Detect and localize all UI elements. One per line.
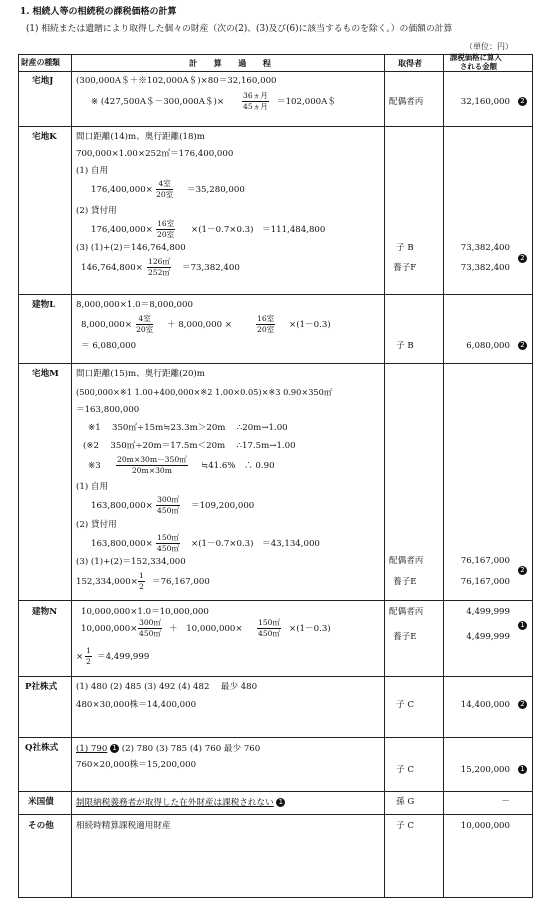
calc-line: 163,800,000× [91,501,153,511]
row-divider [19,71,532,72]
calc-line: 480×30,000株＝14,400,000 [76,700,197,710]
fraction-numerator: 4室 [136,315,153,325]
calc-line: ＝35,280,000 [187,185,245,195]
calc-line: ※3 [88,461,101,471]
calc-line: 176,400,000× [91,225,153,235]
calc-line: (※2 350㎡÷20m＝17.5m＜20m ∴17.5m→1.00 [83,441,296,451]
row-divider [19,791,532,792]
row-divider [19,676,532,677]
acquirer: 養子E [393,632,417,642]
amount: － [501,797,510,807]
row-divider [19,737,532,738]
calc-line: (300,000A＄＋※102,000A＄)×80＝32,160,000 [76,76,277,86]
calc-line [76,798,285,808]
acquirer: 子 C [396,765,414,775]
acquirer: 子 B [396,341,414,351]
fraction-denominator: 20室 [136,324,154,334]
acquirer: 養子F [393,263,417,273]
fraction [242,92,269,110]
fraction-denominator: 20室 [157,229,175,239]
row-divider [19,363,532,364]
score-circle-2: 2 [518,97,527,106]
fraction-numerator: 1 [139,571,144,580]
score-circle-2: 2 [518,566,527,575]
calc-line: 8,000,000×1.0＝8,000,000 [76,300,193,310]
calc-line: (2) 貸付用 [76,206,117,216]
document-heading: 1. 相続人等の相続税の課税価格の計算 [20,7,177,17]
calc-line: 8,000,000× [81,320,132,330]
document-subheading: (1) 相続または遺贈により取得した個々の財産（次の(2)、(3)及び(6)に該当するものを除く。）の価額の計算 [26,24,453,34]
calc-line: 146,764,800× [81,263,143,273]
row-divider [19,600,532,601]
calc-line: (500,000×※1 1.00+400,000×※2 1.00×0.05)×※3 0.90×350㎡ [76,387,333,397]
amount: 32,160,000 [460,97,510,107]
kind-N: 建物N [32,607,58,617]
header-kind: 財産の種類 [21,58,60,67]
kind-P: P社株式 [25,682,58,692]
amount: 4,499,999 [466,632,510,642]
calc-line: 700,000×1.00×252㎡＝176,400,000 [76,149,234,159]
calc-line: ※1 350㎡÷15m≒23.3m＞20m ∴20m→1.00 [88,423,288,433]
calc-line: 間口距離(14)m、奥行距離(18)m [76,132,205,142]
fraction-denominator: 45ヵ月 [243,101,268,111]
kind-J: 宅地J [32,76,54,86]
row-divider [19,126,532,127]
amount: 73,382,400 [460,263,510,273]
fraction-numerator: 16室 [257,314,275,323]
fraction [136,315,153,333]
calc-line: ＝4,499,999 [97,652,150,662]
calc-line: ＝73,382,400 [182,263,240,273]
fraction-denominator: 450㎡ [157,505,180,515]
fraction-denominator: 450㎡ [139,628,162,638]
score-circle-1: 1 [518,765,527,774]
kind-K: 宅地K [32,132,57,142]
fraction-numerator: 300㎡ [157,495,180,504]
acquirer: 配偶者丙 [389,97,424,107]
amount: 10,000,000 [460,821,510,831]
fraction [147,258,171,276]
calc-line: ＋ 8,000,000 × [167,320,232,330]
fraction-numerator: 16室 [157,219,175,228]
column-divider [71,55,72,897]
calc-line: 間口距離(15)m、奥行距離(20)m [76,369,205,379]
calc-line: (3) (1)+(2)＝152,334,000 [76,557,186,567]
amount: 6,080,000 [466,341,510,351]
fraction [85,647,92,665]
fraction-numerator: 150㎡ [157,533,180,542]
acquirer: 配偶者丙 [389,607,424,617]
calc-line: ＝109,200,000 [191,501,255,511]
calc-line: (1) 自用 [76,482,109,492]
fraction [116,456,188,474]
acquirer: 子 C [396,821,414,831]
fraction-denominator: 2 [139,581,144,591]
score-circle-2: 2 [518,341,527,350]
calc-line: ＝76,167,000 [152,577,210,587]
header-amount-line2: される金額 [460,62,497,71]
score-circle-2: 2 [518,254,527,263]
calc-line: ×(1－0.3) [289,624,331,634]
acquirer: 配偶者丙 [389,556,424,566]
fraction [156,534,180,552]
header-acquirer: 取得者 [398,58,422,68]
score-circle-1: 1 [110,744,119,753]
calc-line: (1) 自用 [76,166,109,176]
fraction-denominator: 20室 [156,189,174,199]
calc-text: (2) 780 (3) 785 (4) 760 最少 760 [121,744,261,754]
kind-L: 建物L [32,300,56,310]
header-calc: 計 算 過 程 [189,58,271,68]
valuation-table [18,54,533,898]
calc-line: ×(1－0.3) [289,320,331,330]
calc-line: ×(1－0.7×0.3) ＝43,134,000 [191,539,320,549]
calc-line: 10,000,000×1.0＝10,000,000 [81,607,209,617]
amount: 76,167,000 [460,577,510,587]
unit-label: （単位：円） [465,42,513,51]
fraction-numerator: 126㎡ [148,257,171,266]
fraction [256,315,275,333]
calc-line: ＋ 10,000,000× [169,624,243,634]
fraction-numerator: 150㎡ [258,618,281,627]
acquirer: 孫 G [396,797,415,807]
fraction-numerator: 300㎡ [139,618,162,627]
score-circle-1: 1 [276,798,285,807]
kind-us-bond: 米国債 [28,797,54,807]
calc-line: ×(1－0.7×0.3) ＝111,484,800 [191,225,326,235]
fraction [156,220,175,238]
fraction [257,619,281,637]
fraction-denominator: 450㎡ [258,628,281,638]
calc-line: 10,000,000× [81,624,138,634]
fraction [156,180,173,198]
calc-line: 760×20,000株＝15,200,000 [76,760,197,770]
calc-line: ≒41.6% ∴ 0.90 [201,461,275,471]
fraction-numerator: 36ヵ月 [243,91,268,100]
calc-line: ※ (427,500A＄－300,000A＄)× [91,97,225,107]
kind-Q: Q社株式 [25,743,59,753]
calc-line: 152,334,000× [76,577,138,587]
fraction-denominator: 252㎡ [148,267,171,277]
fraction [138,572,145,590]
acquirer: 子 B [396,243,414,253]
fraction-denominator: 20m×30m [131,465,172,475]
kind-M: 宅地M [32,369,59,379]
calc-line: ＝163,800,000 [76,405,140,415]
amount: 76,167,000 [460,556,510,566]
fraction-numerator: 20m×30m－350㎡ [117,455,187,464]
calc-line [76,744,260,754]
amount: 4,499,999 [466,607,510,617]
row-divider [19,294,532,295]
amount: 73,382,400 [460,243,510,253]
calc-line: 176,400,000× [91,185,153,195]
fraction-denominator: 2 [86,656,91,666]
acquirer: 養子E [393,577,417,587]
calc-line: (3) (1)+(2)＝146,764,800 [76,243,186,253]
column-divider [443,55,444,897]
calc-text: (1) 790 [76,744,108,754]
fraction-numerator: 1 [86,646,91,655]
fraction [156,496,180,514]
score-circle-1: 1 [518,621,527,630]
calc-text: 制限納税義務者が取得した在外財産は課税されない [76,798,274,808]
column-divider [384,55,385,897]
header-amount-line1: 課税価格に算入 [450,53,502,62]
calc-line: ＝ 6,080,000 [81,341,137,351]
fraction-denominator: 20室 [257,324,275,334]
row-divider [19,814,532,815]
calc-line: (1) 480 (2) 485 (3) 492 (4) 482 最少 480 [76,682,258,692]
calc-line: ＝102,000A＄ [277,97,336,107]
calc-line: (2) 貸付用 [76,520,117,530]
fraction-denominator: 450㎡ [157,543,180,553]
fraction-numerator: 4室 [156,180,173,190]
amount: 14,400,000 [460,700,510,710]
amount: 15,200,000 [460,765,510,775]
acquirer: 子 C [396,700,414,710]
calc-line: 相続時精算課税適用財産 [76,821,171,831]
fraction [138,619,162,637]
score-circle-2: 2 [518,700,527,709]
calc-line: × [76,652,84,662]
kind-other: その他 [28,821,54,831]
calc-line: 163,800,000× [91,539,153,549]
